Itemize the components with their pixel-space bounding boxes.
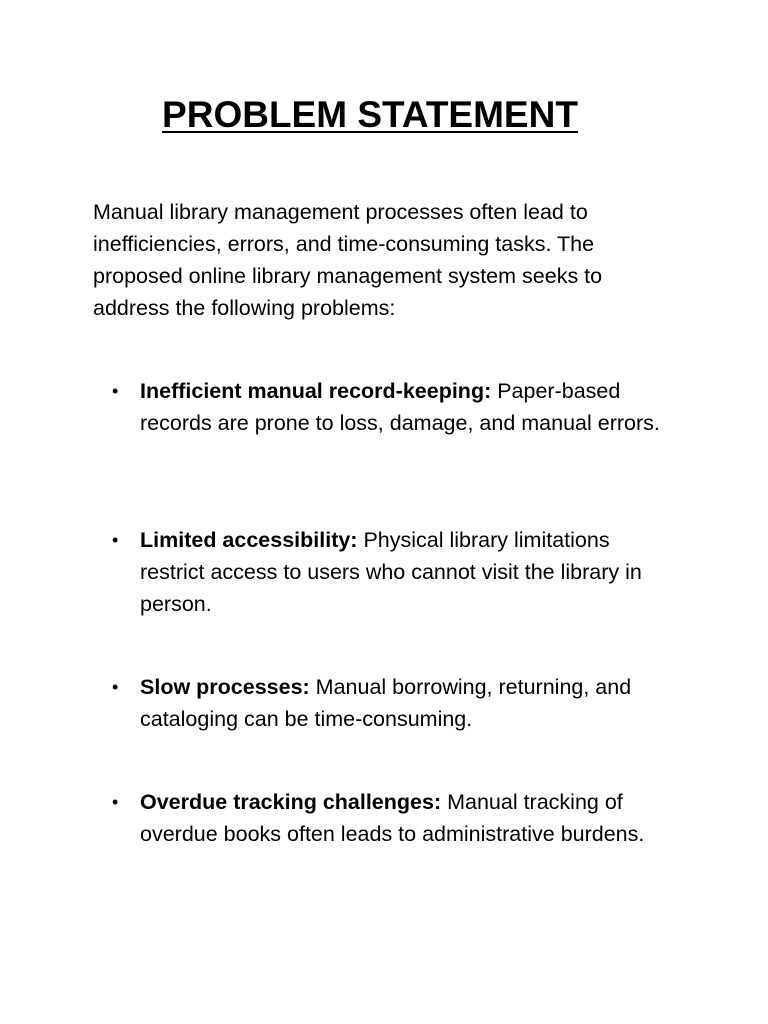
list-item-text [140,375,672,439]
list-item-text [140,671,672,735]
bullet-icon: • [112,677,119,697]
list-item-lead: Slow processes: [140,675,310,699]
bullet-icon: • [112,381,119,401]
list-item-lead: Overdue tracking challenges: [140,790,442,814]
list-item [112,786,672,850]
list-item-body: Paper-based records are prone to loss, damage, and manual errors. [140,379,660,435]
bullet-icon: • [112,530,119,550]
list-item [112,671,672,735]
list-item-text [140,524,672,620]
bullet-icon: • [112,792,119,812]
list-item-body: Manual tracking of overdue books often leads to administrative burdens. [140,790,645,846]
intro-paragraph: Manual library management processes often lead to inefficiencies, errors, and time-consuming tasks. The proposed online library management system seeks to address the following problems: [93,200,603,320]
list-item [112,375,672,439]
list-item-text [140,786,672,850]
list-item-body: Physical library limitations restrict access to users who cannot visit the library in person. [140,528,642,616]
list-item-lead: Inefficient manual record-keeping: [140,379,492,403]
page-title: PROBLEM STATEMENT [162,94,578,135]
list-item [112,524,672,620]
list-item-lead: Limited accessibility: [140,528,358,552]
list-item-body: Manual borrowing, returning, and cataloging can be time-consuming. [140,675,632,731]
